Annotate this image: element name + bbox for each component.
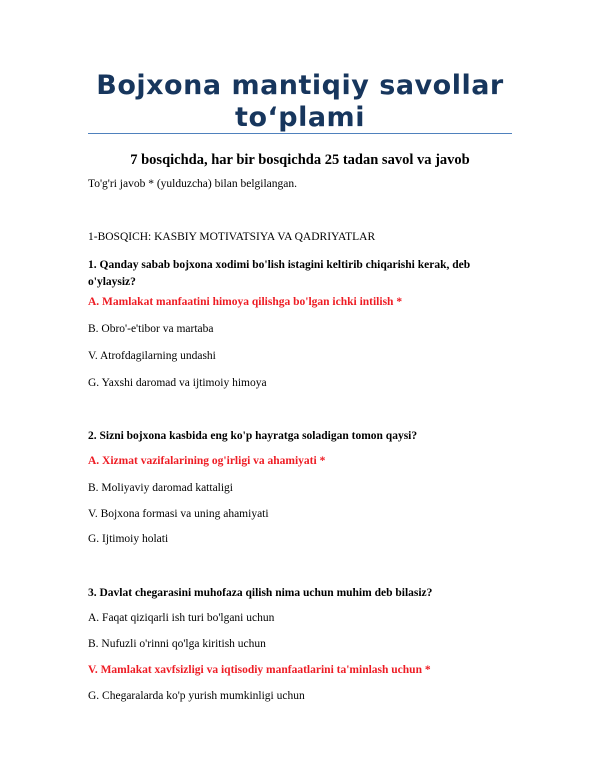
question-2: 2. Sizni bojxona kasbida eng ko'p hayratga soladigan tomon qaysi? bbox=[88, 430, 418, 442]
question-2-option-g: G. Ijtimoiy holati bbox=[88, 533, 169, 545]
document-title: Bojxona mantiqiy savollar to‘plami bbox=[96, 70, 504, 133]
question-3: 3. Davlat chegarasini muhofaza qilish nima uchun muhim deb bilasiz? bbox=[88, 587, 433, 599]
answer-key-note: To'g'ri javob * (yulduzcha) bilan belgilangan. bbox=[88, 178, 297, 190]
question-3-option-a: A. Faqat qiziqarli ish turi bo'lgani uchun bbox=[88, 612, 275, 624]
title-divider bbox=[88, 133, 512, 134]
section-heading: 1-BOSQICH: KASBIY MOTIVATSIYA VA QADRIYATLAR bbox=[88, 231, 376, 243]
question-1-option-g: G. Yaxshi daromad va ijtimoiy himoya bbox=[88, 377, 267, 389]
question-2-option-a: A. Xizmat vazifalarining og'irligi va ahamiyati * bbox=[88, 455, 326, 467]
question-3-option-v: V. Mamlakat xavfsizligi va iqtisodiy manfaatlarini ta'minlash uchun * bbox=[88, 664, 431, 676]
question-2-option-b: B. Moliyaviy daromad kattaligi bbox=[88, 482, 234, 494]
question-1-option-a: A. Mamlakat manfaatini himoya qilishga bo'lgan ichki intilish * bbox=[88, 296, 403, 308]
question-1: 1. Qanday sabab bojxona xodimi bo'lish istagini keltirib chiqarishi kerak, deb o'ylaysiz? bbox=[88, 259, 471, 288]
question-3-option-b: B. Nufuzli o'rinni qo'lga kiritish uchun bbox=[88, 638, 266, 650]
question-2-option-v: V. Bojxona formasi va uning ahamiyati bbox=[88, 508, 269, 520]
document-subtitle: 7 bosqichda, har bir bosqichda 25 tadan savol va javob bbox=[130, 152, 470, 168]
question-1-option-b: B. Obro'-e'tibor va martaba bbox=[88, 323, 214, 335]
question-3-option-g: G. Chegaralarda ko'p yurish mumkinligi uchun bbox=[88, 690, 305, 702]
question-1-option-v: V. Atrofdagilarning undashi bbox=[88, 350, 216, 362]
